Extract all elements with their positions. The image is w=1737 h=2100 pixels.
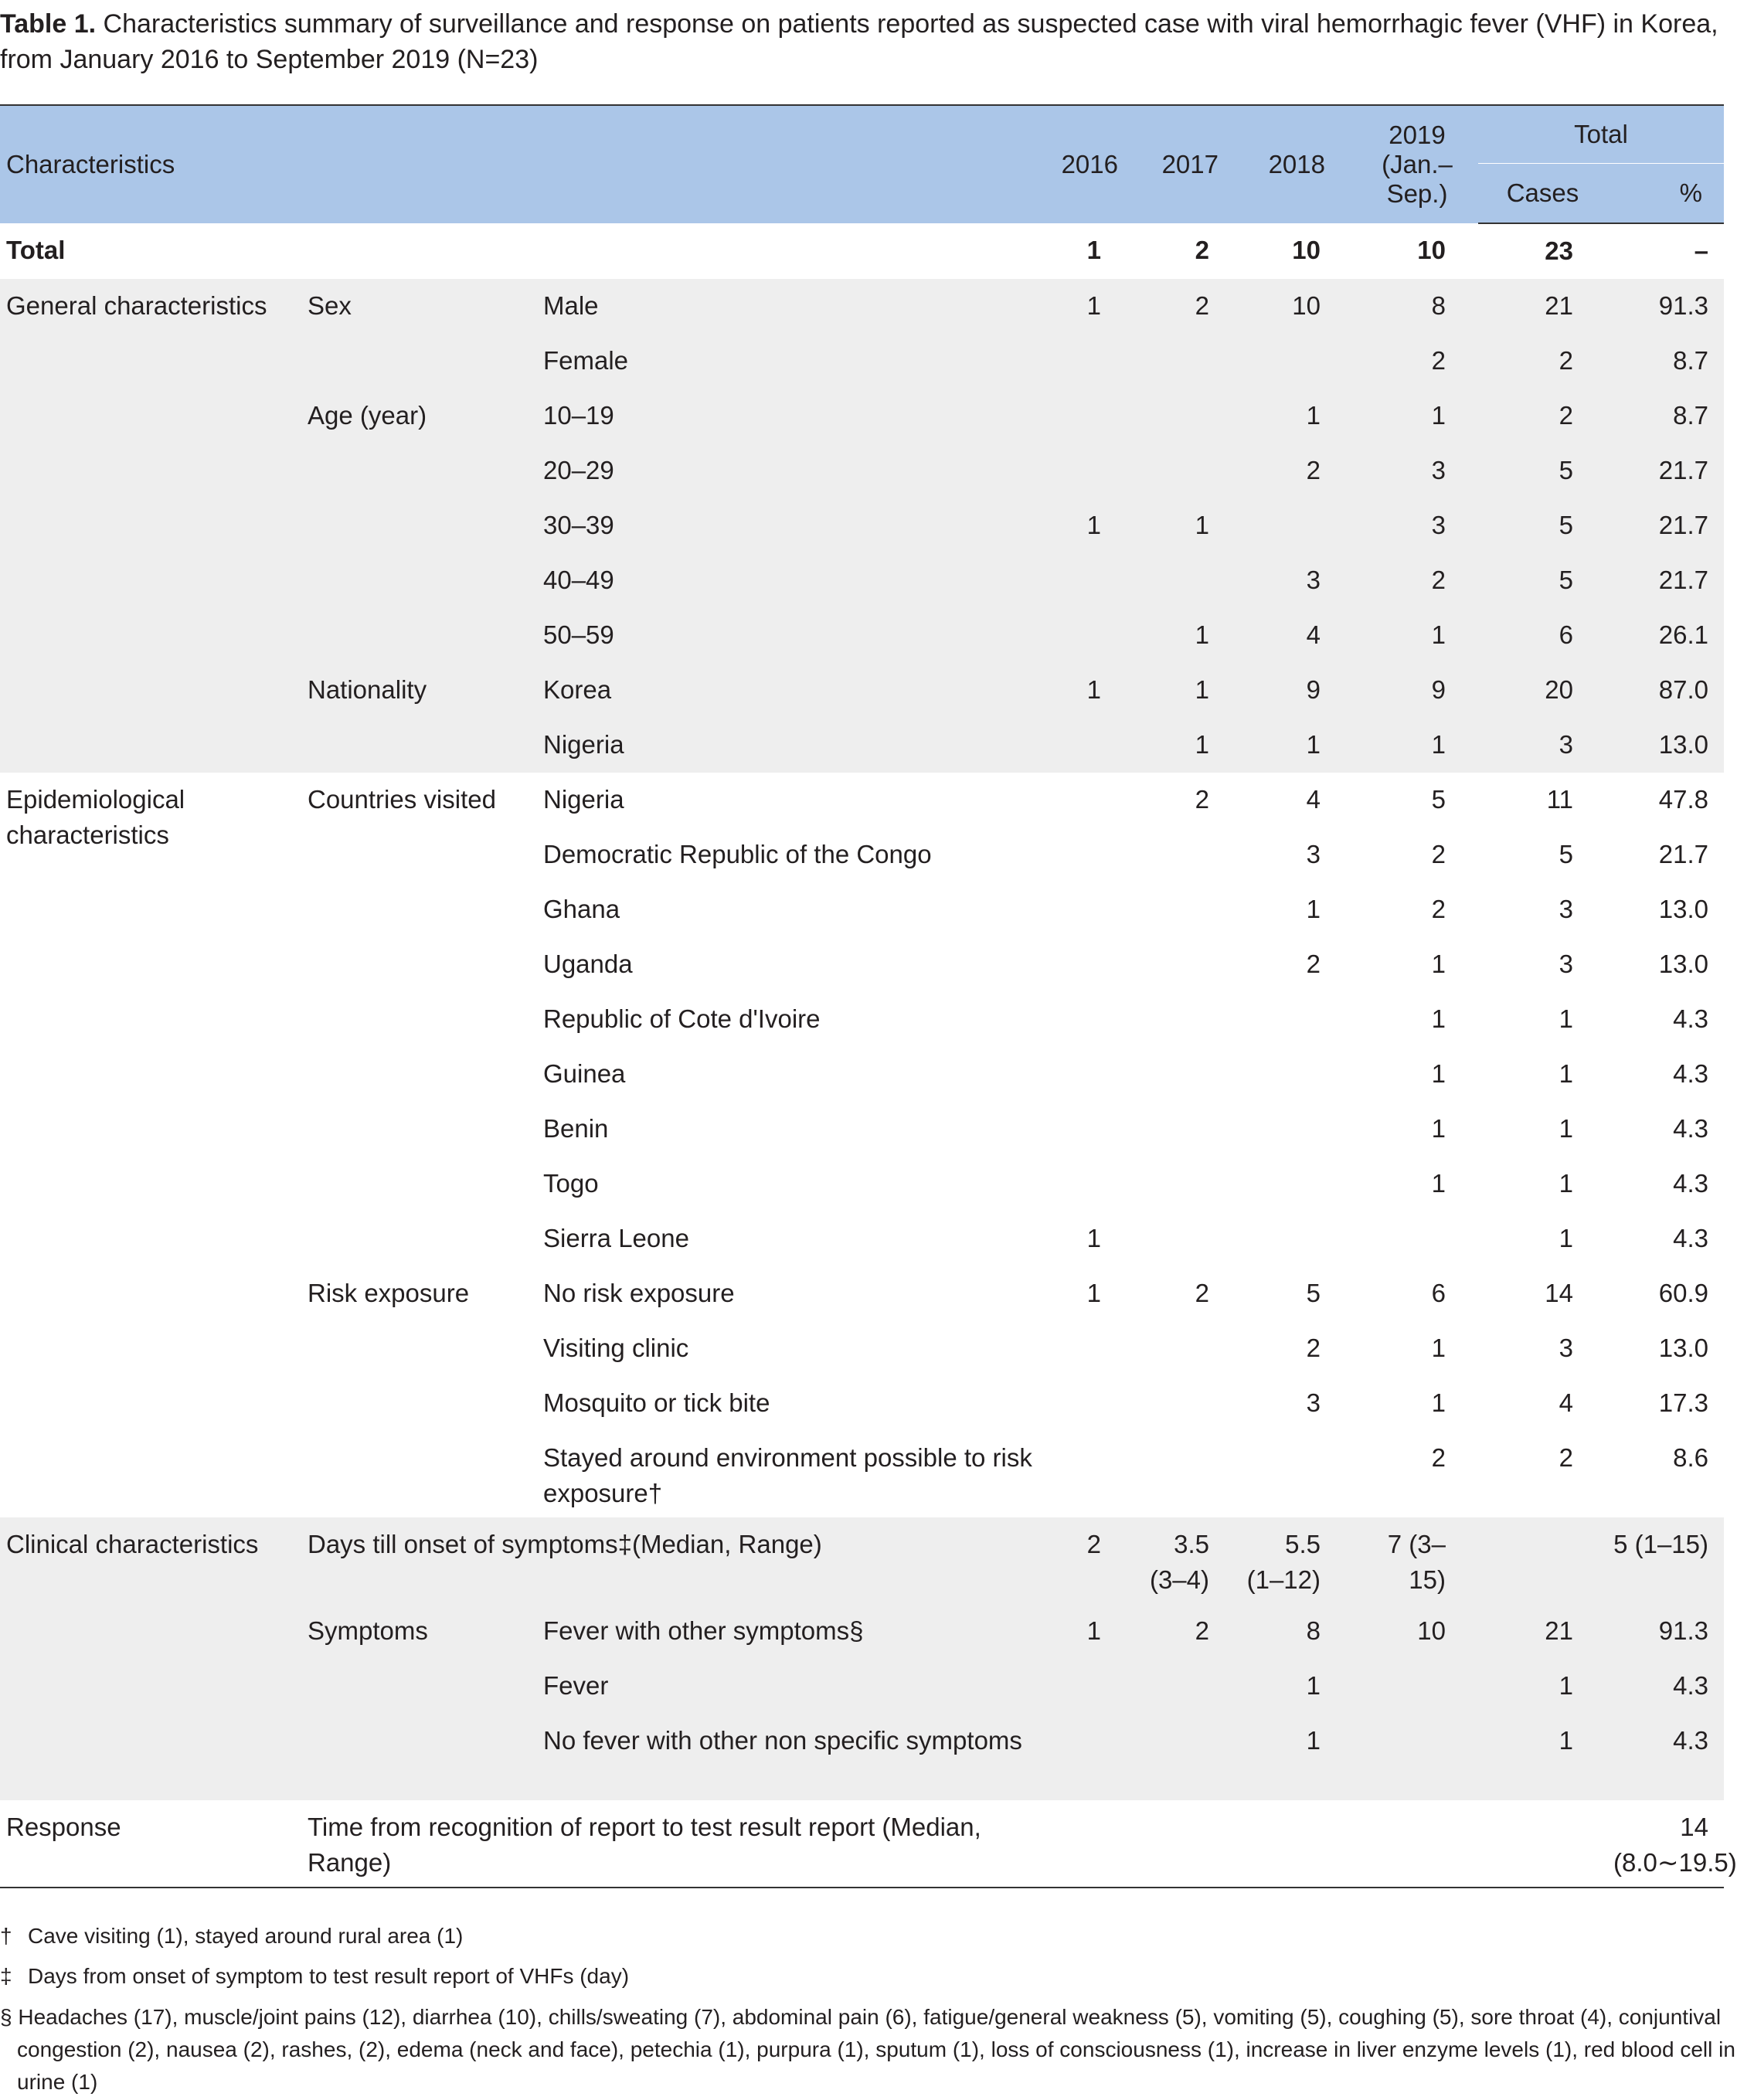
cell-2017: 1	[1124, 608, 1236, 663]
cell-cases: 3	[1559, 1334, 1573, 1362]
cell-2017	[1124, 937, 1236, 992]
cell-percent: 4.3	[1673, 1004, 1708, 1033]
table-caption	[0, 6, 1719, 77]
cell-cases: 3	[1559, 950, 1573, 978]
subcategory-cell: Nationality	[301, 663, 537, 773]
total-row	[0, 223, 1724, 279]
header-total: Total	[1478, 105, 1724, 164]
cell-cases	[1478, 1517, 1607, 1604]
cell-percent: 91.3	[1607, 279, 1724, 334]
cell-2018: 5	[1306, 1279, 1321, 1307]
item-cell: Togo	[543, 1169, 599, 1198]
header-2018: 2018	[1236, 105, 1347, 223]
cell-2019: 1	[1347, 608, 1478, 663]
table-label: Table 1.	[0, 9, 97, 39]
cell-2016: 1	[1086, 1224, 1101, 1252]
cell-2016: 1	[1047, 279, 1124, 334]
cell-percent: 21.7	[1607, 553, 1724, 608]
cell-cases: 1	[1478, 1659, 1607, 1714]
cell-2018	[1236, 1157, 1347, 1211]
cell-2017	[1124, 1102, 1236, 1157]
cell-cases: 2	[1478, 334, 1607, 389]
item-cell: Uganda	[543, 950, 633, 978]
cell-2016	[1047, 1157, 1124, 1211]
cell-2018: 5.5 (1–12)	[1236, 1517, 1347, 1604]
cell-cases: 5	[1559, 840, 1573, 868]
cell-2017	[1124, 1321, 1236, 1376]
cell-2017	[1124, 1211, 1236, 1266]
cell-2017	[1124, 992, 1236, 1047]
cell-2016	[1047, 389, 1124, 443]
cell-2016: 1	[1086, 236, 1101, 264]
cell-2018	[1236, 992, 1347, 1047]
table-row	[0, 1800, 1724, 1888]
cell-2016	[1047, 443, 1124, 498]
cell-2018: 8	[1236, 1604, 1347, 1659]
cell-2019: 2	[1431, 895, 1446, 923]
cell-2016: 1	[1047, 498, 1124, 553]
cell-percent: 8.7	[1607, 389, 1724, 443]
item-cell: Fever	[537, 1659, 1047, 1714]
cell-2016	[1047, 553, 1124, 608]
cell-cases: 1	[1559, 1114, 1573, 1143]
cell-percent: 4.3	[1673, 1059, 1708, 1088]
caption-text: Characteristics summary of surveillance and response on patients reported as suspected case with viral hemorrhagic fever (VHF) in Korea, from January 2016 to September 2019 (N=23)	[0, 9, 1718, 74]
cell-2018: 2	[1306, 1334, 1321, 1362]
cell-2019	[1347, 1211, 1478, 1266]
cell-2017	[1124, 553, 1236, 608]
cell-2019: 7 (3–15)	[1347, 1517, 1478, 1604]
cell-cases: 1	[1478, 1714, 1607, 1800]
subcategory-cell: Age (year)	[301, 389, 537, 663]
cell-2017: 3.5 (3–4)	[1124, 1517, 1236, 1604]
cell-cases: 11	[1546, 785, 1573, 814]
table-body	[0, 223, 1737, 1888]
cell-cases: 1	[1559, 1169, 1573, 1198]
cell-2017: 2	[1124, 279, 1236, 334]
cell-2016: 2	[1047, 1517, 1124, 1604]
response-label-cell: Time from recognition of report to test result report (Median, Range)	[301, 1800, 1047, 1888]
item-cell: Democratic Republic of the Congo	[543, 840, 932, 868]
item-cell: Korea	[537, 663, 1047, 718]
cell-percent: –	[1694, 236, 1708, 265]
cell-percent: 21.7	[1658, 840, 1708, 868]
cell-percent: 13.0	[1607, 718, 1724, 773]
footnote-symbol: †	[0, 1924, 12, 1948]
cell-cases: 3	[1559, 895, 1573, 923]
cell-2019: 1	[1431, 950, 1446, 978]
cell-2017	[1124, 443, 1236, 498]
header-percent: %	[1607, 164, 1724, 224]
subcategory-cell: Symptoms	[301, 1604, 537, 1800]
item-cell: Benin	[543, 1114, 609, 1143]
cell-percent: 17.3	[1658, 1388, 1708, 1417]
cell-2018: 3	[1236, 553, 1347, 608]
cell-2016: 1	[1047, 1604, 1124, 1659]
cell-percent: 21.7	[1607, 443, 1724, 498]
cell-2017	[1124, 827, 1236, 882]
cell-cases: 2	[1559, 1443, 1573, 1472]
item-cell: Nigeria	[537, 718, 1047, 773]
cell-2018: 1	[1236, 718, 1347, 773]
cell-cases: 21	[1478, 1604, 1607, 1659]
cell-cases: 1	[1559, 1004, 1573, 1033]
table-row	[0, 773, 1724, 827]
subcategory-cell: Sex	[301, 279, 537, 389]
footnote-double-dagger	[0, 1960, 1719, 1993]
cell-2019: 1	[1431, 1059, 1446, 1088]
cell-2017	[1124, 1714, 1236, 1800]
cell-percent: 13.0	[1658, 1334, 1708, 1362]
cell-cases: 6	[1478, 608, 1607, 663]
cell-2017: 2	[1195, 785, 1209, 814]
header-2016: 2016	[1047, 105, 1124, 223]
header-cases: Cases	[1478, 164, 1607, 224]
subcategory-cell: Countries visited	[308, 785, 496, 814]
cell-2017	[1124, 1157, 1236, 1211]
cell-2016	[1047, 1102, 1124, 1157]
cell-2017	[1124, 1431, 1236, 1517]
cell-percent: 4.3	[1673, 1224, 1708, 1252]
category-cell: Response	[0, 1800, 301, 1888]
cell-2018: 10	[1236, 279, 1347, 334]
cell-2019: 9	[1347, 663, 1478, 718]
cell-percent: 8.7	[1607, 334, 1724, 389]
footnote-text: Cave visiting (1), stayed around rural area (1)	[28, 1924, 464, 1948]
cell-2019: 10	[1347, 1604, 1478, 1659]
cell-2019: 2	[1431, 840, 1446, 868]
item-cell: Male	[537, 279, 1047, 334]
cell-cases: 23	[1545, 236, 1573, 265]
cell-percent: 4.3	[1673, 1169, 1708, 1198]
cell-2016	[1047, 992, 1124, 1047]
cell-2018: 2	[1236, 443, 1347, 498]
item-cell: Fever with other symptoms§	[537, 1604, 1047, 1659]
item-cell: Sierra Leone	[543, 1224, 689, 1252]
item-cell: Female	[537, 334, 1047, 389]
table-row	[0, 279, 1724, 334]
cell-2017: 2	[1124, 1604, 1236, 1659]
table-row	[0, 1517, 1724, 1604]
cell-2017: 1	[1124, 718, 1236, 773]
item-cell: 20–29	[537, 443, 1047, 498]
cell-2018: 4	[1236, 608, 1347, 663]
cell-2016: 1	[1047, 663, 1124, 718]
cell-2017: 2	[1195, 236, 1209, 264]
cell-2019: 2	[1431, 1443, 1446, 1472]
cell-2018: 1	[1306, 895, 1321, 923]
cell-2016	[1047, 334, 1124, 389]
cell-2017	[1124, 1376, 1236, 1431]
cell-2019	[1347, 1714, 1478, 1800]
cell-cases: 4	[1559, 1388, 1573, 1417]
item-cell: No risk exposure	[543, 1279, 735, 1307]
table-header	[0, 105, 1724, 223]
footnote-symbol: §	[0, 2005, 12, 2029]
characteristics-table	[0, 104, 1737, 1888]
cell-percent: 14 (8.0∼19.5)	[1607, 1800, 1724, 1888]
cell-2016: 1	[1086, 1279, 1101, 1307]
item-cell: 40–49	[537, 553, 1047, 608]
cell-2018	[1236, 1047, 1347, 1102]
cell-2019: 2	[1347, 334, 1478, 389]
cell-2016	[1047, 1659, 1124, 1714]
item-cell: 50–59	[537, 608, 1047, 663]
cell-percent: 13.0	[1658, 895, 1708, 923]
cell-percent: 26.1	[1607, 608, 1724, 663]
cell-cases: 1	[1559, 1059, 1573, 1088]
cell-2017	[1124, 389, 1236, 443]
cell-percent: 91.3	[1607, 1604, 1724, 1659]
cell-cases: 2	[1478, 389, 1607, 443]
item-cell: No fever with other non specific symptoms	[537, 1714, 1047, 1800]
cell-2017	[1124, 334, 1236, 389]
cell-2016	[1047, 882, 1124, 937]
item-cell: 30–39	[537, 498, 1047, 553]
cell-cases: 20	[1478, 663, 1607, 718]
category-cell: Clinical characteristics	[0, 1517, 301, 1800]
days-label-cell: Days till onset of symptoms‡(Median, Range)	[301, 1517, 1047, 1604]
cell-percent: 60.9	[1658, 1279, 1708, 1307]
cell-2016	[1047, 1321, 1124, 1376]
header-2017: 2017	[1124, 105, 1236, 223]
item-cell: 10–19	[537, 389, 1047, 443]
item-cell: Nigeria	[543, 785, 624, 814]
footnote-symbol: ‡	[0, 1964, 12, 1988]
cell-percent: 87.0	[1607, 663, 1724, 718]
category-cell: General characteristics	[0, 279, 301, 773]
cell-2016	[1047, 1714, 1124, 1800]
cell-2019: 8	[1347, 279, 1478, 334]
cell-2018: 3	[1306, 1388, 1321, 1417]
cell-2019: 2	[1347, 553, 1478, 608]
cell-2017: 2	[1195, 1279, 1209, 1307]
cell-percent: 4.3	[1673, 1114, 1708, 1143]
cell-cases: 5	[1478, 443, 1607, 498]
cell-cases: 21	[1478, 279, 1607, 334]
cell-2017	[1124, 1659, 1236, 1714]
item-cell: Guinea	[543, 1059, 626, 1088]
cell-cases: 1	[1559, 1224, 1573, 1252]
cell-2016	[1047, 1376, 1124, 1431]
footnote-text: Headaches (17), muscle/joint pains (12), diarrhea (10), chills/sweating (7), abdominal pain (6), fatigue/general weakness (5), vomiting (5), coughing (5), sore throat (4), conjuntival congestion (2), nausea (2), rashes, (2), edema (neck and face), petechia (1), purpura (1), sputum (1), loss of consciousness (1), increase in liver enzyme levels (1), red blood cell in urine (1)	[17, 2005, 1735, 2094]
subcategory-cell: Risk exposure	[308, 1279, 470, 1307]
cell-2019: 3	[1347, 498, 1478, 553]
item-cell: Visiting clinic	[543, 1334, 689, 1362]
item-cell: Stayed around environment possible to risk exposure†	[543, 1443, 1032, 1507]
cell-2019: 1	[1347, 389, 1478, 443]
cell-2019: 1	[1431, 1114, 1446, 1143]
empty-cell	[1047, 1800, 1607, 1888]
cell-2018	[1236, 498, 1347, 553]
cell-2019: 1	[1431, 1004, 1446, 1033]
item-cell: Mosquito or tick bite	[543, 1388, 770, 1417]
cell-2018: 10	[1292, 236, 1321, 264]
cell-2017	[1124, 1047, 1236, 1102]
cell-cases: 3	[1478, 718, 1607, 773]
cell-2016	[1047, 608, 1124, 663]
cell-2018	[1236, 1431, 1347, 1517]
cell-2017	[1124, 882, 1236, 937]
cell-2018: 1	[1236, 1659, 1347, 1714]
header-characteristics: Characteristics	[0, 105, 1047, 223]
cell-percent: 21.7	[1607, 498, 1724, 553]
cell-2016	[1047, 773, 1124, 827]
cell-percent: 4.3	[1607, 1714, 1724, 1800]
cell-2017: 1	[1124, 663, 1236, 718]
cell-2019: 6	[1431, 1279, 1446, 1307]
cell-2018: 4	[1306, 785, 1321, 814]
cell-2018: 2	[1306, 950, 1321, 978]
total-label: Total	[6, 236, 66, 264]
category-cell: Epidemiological characteristics	[6, 785, 185, 849]
header-2019: 2019 (Jan.– Sep.)	[1347, 105, 1478, 223]
cell-percent: 4.3	[1607, 1659, 1724, 1714]
cell-cases: 5	[1478, 553, 1607, 608]
cell-2019: 5	[1431, 785, 1446, 814]
item-cell: Republic of Cote d'Ivoire	[543, 1004, 821, 1033]
cell-2018	[1236, 1102, 1347, 1157]
cell-2016	[1047, 827, 1124, 882]
cell-cases: 5	[1478, 498, 1607, 553]
cell-2019: 3	[1347, 443, 1478, 498]
cell-2018	[1236, 1211, 1347, 1266]
cell-percent: 13.0	[1658, 950, 1708, 978]
cell-2019: 1	[1431, 1388, 1446, 1417]
cell-2019: 1	[1347, 718, 1478, 773]
cell-2016	[1047, 1047, 1124, 1102]
cell-2019: 10	[1417, 236, 1446, 264]
cell-2019	[1347, 1659, 1478, 1714]
cell-2016	[1047, 937, 1124, 992]
cell-2018: 1	[1236, 389, 1347, 443]
footnote-text: Days from onset of symptom to test result report of VHFs (day)	[28, 1964, 630, 1988]
cell-percent: 5 (1–15)	[1607, 1517, 1724, 1604]
cell-2017: 1	[1124, 498, 1236, 553]
cell-percent: 8.6	[1673, 1443, 1708, 1472]
footnote-section	[0, 2001, 1736, 2098]
cell-2016	[1047, 1431, 1124, 1517]
cell-2018: 1	[1236, 1714, 1347, 1800]
cell-2016	[1047, 718, 1124, 773]
cell-percent: 47.8	[1658, 785, 1708, 814]
footnote-dagger	[0, 1920, 1719, 1952]
cell-2018: 9	[1236, 663, 1347, 718]
item-cell: Ghana	[543, 895, 620, 923]
cell-2019: 1	[1431, 1334, 1446, 1362]
cell-2019: 1	[1431, 1169, 1446, 1198]
cell-2018	[1236, 334, 1347, 389]
cell-cases: 14	[1545, 1279, 1573, 1307]
cell-2018: 3	[1306, 840, 1321, 868]
